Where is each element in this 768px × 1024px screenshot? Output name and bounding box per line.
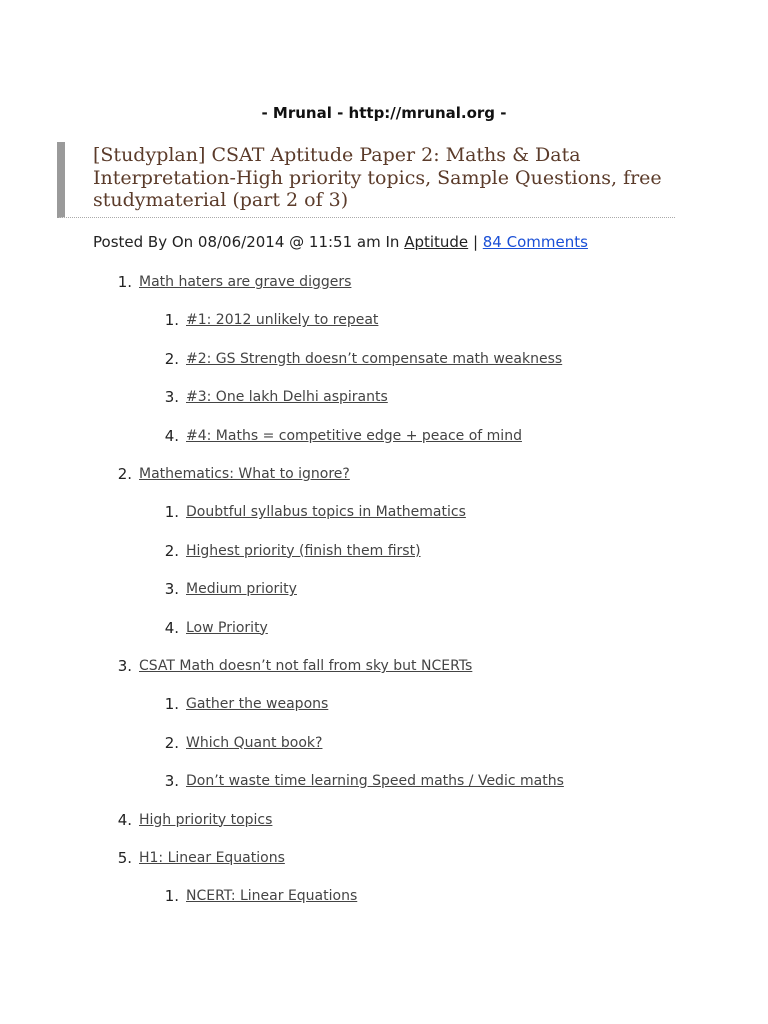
toc-sublist: [139, 884, 564, 909]
toc-item: [117, 270, 564, 448]
comments-link[interactable]: 84 Comments: [482, 233, 588, 251]
toc-link[interactable]: High priority topics: [139, 811, 273, 828]
toc-item-row: [117, 808, 564, 832]
toc-sublist: [139, 308, 564, 448]
toc-item-number: 2.: [117, 465, 132, 483]
toc-subitem: [164, 577, 564, 602]
toc-subitem-number: 2.: [164, 541, 179, 560]
toc-item-row: [117, 654, 564, 678]
toc-subitem: [164, 769, 564, 794]
toc-sublist: [139, 692, 564, 794]
meta-separator: |: [468, 233, 483, 251]
toc-subitem: [164, 308, 564, 333]
site-header: - Mrunal - http://mrunal.org -: [261, 104, 507, 122]
toc-subitem: [164, 731, 564, 756]
post-title-block: [57, 142, 675, 218]
post-title: [Studyplan] CSAT Aptitude Paper 2: Maths & Data Interpretation-High priority topics, Sample Questions, free studymaterial (part 2 of 3): [93, 144, 662, 211]
category-link[interactable]: Aptitude: [404, 233, 469, 251]
toc-subitem-number: 1.: [164, 886, 179, 905]
toc-item-row: [117, 846, 564, 870]
toc-subitem: [164, 385, 564, 410]
toc-item: [117, 654, 564, 794]
toc-item-number: 5.: [117, 848, 132, 867]
toc-subitem-number: 1.: [164, 695, 179, 713]
toc-item-row: [117, 270, 564, 294]
toc-sublink[interactable]: #4: Maths = competitive edge + peace of mind: [186, 427, 522, 444]
toc-subitem: [164, 539, 564, 564]
toc-subitem-number: 3.: [164, 580, 179, 598]
meta-prefix: Posted By On 08/06/2014 @ 11:51 am In: [93, 233, 405, 251]
toc-link[interactable]: H1: Linear Equations: [139, 849, 285, 866]
toc-subitem: [164, 884, 564, 909]
toc-subitem-number: 4.: [164, 618, 179, 637]
toc-item: [117, 808, 564, 832]
toc-subitem-number: 4.: [164, 426, 179, 445]
toc-link[interactable]: CSAT Math doesn’t not fall from sky but NCERTs: [139, 658, 473, 674]
toc-subitem-number: 2.: [164, 733, 179, 752]
toc-sublink[interactable]: Doubtful syllabus topics in Mathematics: [186, 504, 466, 520]
toc-subitem: [164, 616, 564, 641]
toc-sublink[interactable]: #1: 2012 unlikely to repeat: [186, 312, 379, 328]
toc-sublink[interactable]: Don’t waste time learning Speed maths / Vedic maths: [186, 773, 564, 789]
toc-item-row: [117, 462, 564, 486]
toc-link[interactable]: Math haters are grave diggers: [139, 274, 352, 290]
toc-sublink[interactable]: Low Priority: [186, 619, 268, 636]
toc-sublink[interactable]: Which Quant book?: [186, 734, 323, 751]
toc-item-number: 1.: [117, 273, 132, 291]
toc-subitem: [164, 692, 564, 717]
toc-sublink[interactable]: #3: One lakh Delhi aspirants: [186, 389, 388, 405]
toc-subitem-number: 3.: [164, 772, 179, 790]
toc-item-number: 4.: [117, 810, 132, 829]
toc-item: [117, 462, 564, 640]
toc-subitem: [164, 347, 564, 372]
toc-subitem-number: 1.: [164, 311, 179, 329]
toc-item-number: 3.: [117, 657, 132, 675]
toc-item: [117, 846, 564, 909]
toc-sublink[interactable]: Gather the weapons: [186, 696, 329, 712]
toc-sublist: [139, 500, 564, 640]
toc-sublink[interactable]: #2: GS Strength doesn’t compensate math weakness: [186, 350, 563, 367]
toc-subitem: [164, 424, 564, 449]
toc-link[interactable]: Mathematics: What to ignore?: [139, 466, 350, 482]
table-of-contents: [117, 270, 564, 922]
toc-subitem-number: 2.: [164, 349, 179, 368]
toc-sublink[interactable]: Highest priority (finish them first): [186, 542, 421, 559]
toc-subitem: [164, 500, 564, 525]
post-meta: [93, 233, 588, 251]
toc-sublink[interactable]: NCERT: Linear Equations: [186, 887, 358, 904]
toc-subitem-number: 3.: [164, 388, 179, 406]
toc-subitem-number: 1.: [164, 503, 179, 521]
toc-sublink[interactable]: Medium priority: [186, 581, 297, 597]
